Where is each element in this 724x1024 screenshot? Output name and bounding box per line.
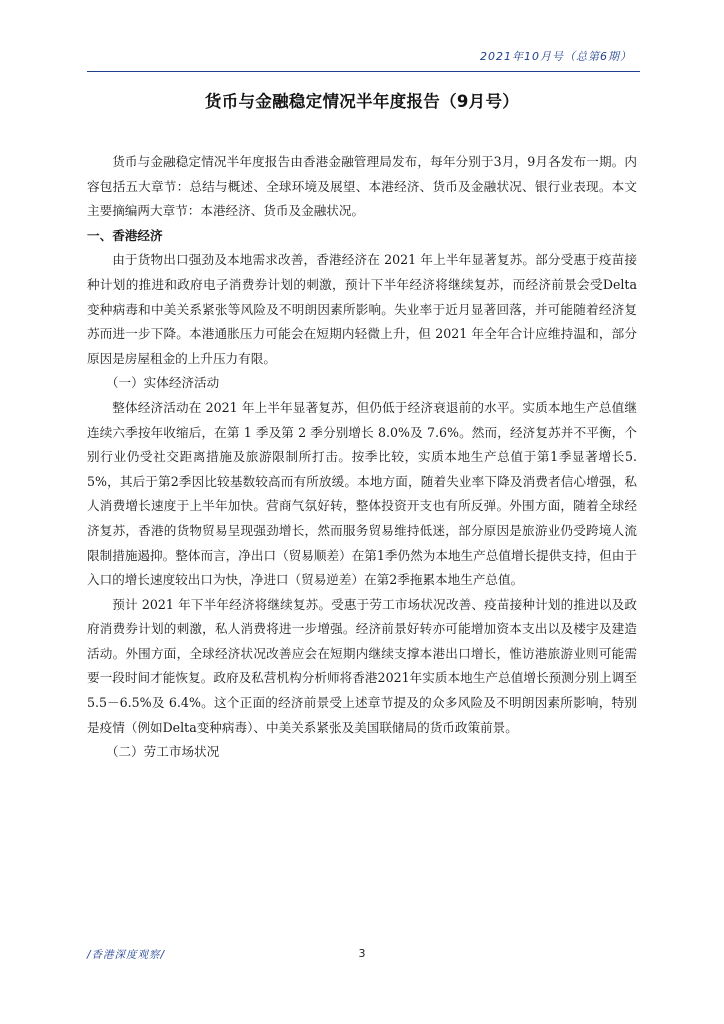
page-number: 3 — [358, 947, 366, 960]
footer-source-label: /香港深度观察/ — [87, 949, 166, 961]
real-economy-paragraph-1: 整体经济活动在 2021 年上半年显著复苏，但仍低于经济衰退前的水平。实质本地生产总值继连续六季按年收缩后，在第 1 季及第 2 季分别增长 8.0%及 7.6%。然而，经济复苏并不平衡，个别行业仍受社交距离措施及旅游限制所打击。按季比较，实质本地生产总值于第1季显著增长5.5%，其后于第2季因比较基数较高而有所放缓。本地方面，随着失业率下降及消费者信心增强，私人消费增长速度于上半年加快。营商气氛好转，整体投资开支也有所反弹。外围方面，随着全球经济复苏，香港的货物贸易呈现强劲增长，然而服务贸易维持低迷，部分原因是旅游业仍受跨境人流限制措施遏抑。整体而言，净出口（贸易顺差）在第1季仍然为本地生产总值增长提供支持，但由于入口的增长速度较出口为快，净进口（贸易逆差）在第2季拖累本地生产总值。 — [87, 399, 637, 588]
intro-paragraph: 货币与金融稳定情况半年度报告由香港金融管理局发布，每年分别于3月，9月各发布一期。内容包括五大章节：总结与概述、全球环境及展望、本港经济、货币及金融状况、银行业表现。本文主要摘编两大章节：本港经济、货币及金融状况。 — [87, 154, 637, 219]
document-body — [87, 150, 637, 765]
section-heading-hong-kong-economy: 一、香港经济 — [87, 227, 163, 243]
subsection-heading-real-economy: （一）实体经济活动 — [105, 375, 220, 391]
header-rule — [87, 71, 640, 72]
page-title: 货币与金融稳定情况半年度报告（9月号） — [204, 92, 520, 111]
economy-overview-paragraph: 由于货物出口强劲及本地需求改善，香港经济在 2021 年上半年显著复苏。部分受惠于疫苗接种计划的推进和政府电子消费券计划的刺激，预计下半年经济将继续复苏，而经济前景会受Delta变种病毒和中美关系紧张等风险及不明朗因素所影响。失业率于近月显著回落，并可能随着经济复苏而进一步下降。本港通胀压力可能会在短期内轻微上升，但 2021 年全年合计应维持温和，部分原因是房屋租金的上升压力有限。 — [87, 252, 637, 366]
real-economy-paragraph-2: 预计 2021 年下半年经济将继续复苏。受惠于劳工市场状况改善、疫苗接种计划的推进以及政府消费券计划的刺激，私人消费将进一步增强。经济前景好转亦可能增加资本支出以及楼宇及建造活动。外围方面，全球经济状况改善应会在短期内继续支撑本港出口增长，惟访港旅游业则可能需要一段时间才能恢复。政府及私营机构分析师将香港2021年实质本地生产总值增长预测分别上调至 5.5－6.5%及 6.4%。这个正面的经济前景受上述章节提及的众多风险及不明朗因素所影响，特别是疫情（例如Delta变种病毒）、中美关系紧张及美国联储局的货币政策前景。 — [87, 596, 637, 735]
issue-label: 2021年10月号（总第6期） — [480, 50, 632, 63]
subsection-heading-labour-market: （二）劳工市场状况 — [105, 744, 220, 760]
